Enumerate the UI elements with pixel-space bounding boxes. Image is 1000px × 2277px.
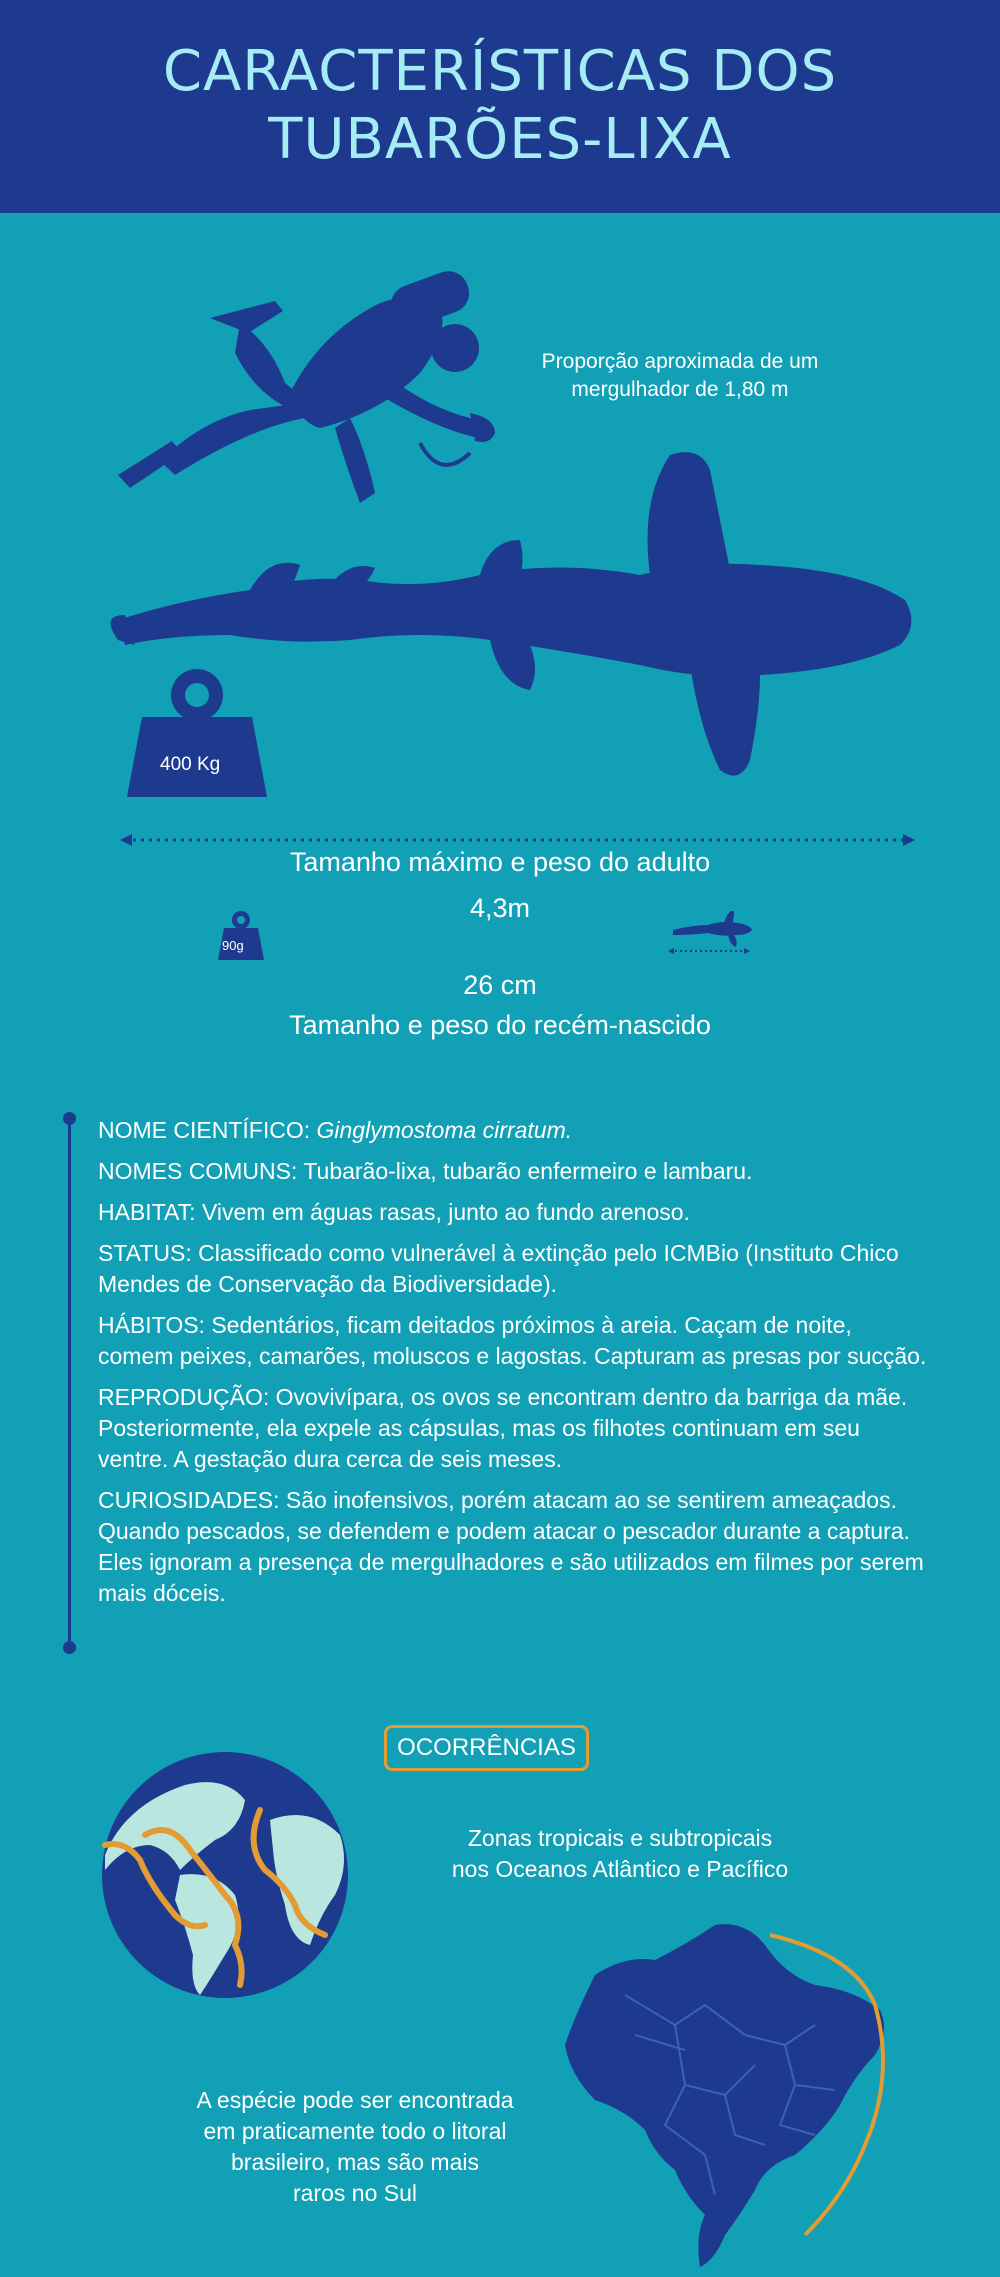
adult-size-caption: Tamanho máximo e peso do adulto (289, 847, 711, 877)
brazil-caption (150, 2085, 560, 2209)
fact-label: CURIOSIDADES: (98, 1487, 280, 1513)
diver-caption-line-1: Proporção aproximada de um (541, 350, 819, 373)
adult-length-value: 4,3m (469, 893, 531, 923)
fact-reproduction (98, 1382, 928, 1475)
fact-habits (98, 1310, 928, 1372)
fact-text: Classificado como vulnerável à extinção pelo ICMBio (Instituto Chico Mendes de Conservação da Biodiversidade). (98, 1240, 899, 1297)
facts-timeline-dot-bottom (63, 1641, 76, 1654)
fact-label: HABITAT: (98, 1199, 196, 1225)
fact-text: Vivem em águas rasas, junto ao fundo arenoso. (201, 1199, 690, 1225)
newborn-weight-icon (216, 910, 266, 962)
adult-weight-label: 400 Kg (160, 754, 221, 775)
diver-caption-line-2: mergulhador de 1,80 m (571, 378, 789, 401)
fact-status (98, 1238, 928, 1300)
brazil-caption-line-4: raros no Sul (292, 2180, 417, 2206)
occurrences-heading: OCORRÊNCIAS (384, 1725, 589, 1771)
brazil-map-icon (555, 1915, 915, 2275)
globe-caption-line-1: Zonas tropicais e subtropicais (467, 1825, 773, 1851)
newborn-weight-label: 90g (222, 938, 244, 953)
fact-scientific-name (98, 1115, 928, 1146)
fact-text: Ginglymostoma cirratum. (316, 1117, 573, 1143)
brazil-caption-line-3: brasileiro, mas são mais (231, 2149, 479, 2175)
brazil-caption-line-1: A espécie pode ser encontrada (196, 2087, 514, 2113)
facts-timeline-line (68, 1118, 71, 1648)
header-banner (0, 0, 1000, 213)
fact-text: Sedentários, ficam deitados próximos à areia. Caçam de noite, comem peixes, camarões, moluscos e lagostas. Capturam as presas por sucção. (98, 1312, 927, 1369)
globe-caption-line-2: nos Oceanos Atlântico e Pacífico (451, 1856, 789, 1882)
fact-label: NOME CIENTÍFICO: (98, 1117, 311, 1143)
fact-curiosities (98, 1485, 928, 1609)
title-line-2: TUBARÕES-LIXA (268, 107, 732, 172)
fact-label: NOMES COMUNS: (98, 1158, 298, 1184)
facts-timeline-dot-top (63, 1112, 76, 1125)
facts-list (98, 1115, 928, 1619)
brazil-caption-line-2: em praticamente todo o litoral (203, 2118, 507, 2144)
newborn-shark-icon (668, 905, 758, 955)
fact-label: HÁBITOS: (98, 1312, 205, 1338)
diver-caption (500, 348, 860, 404)
fact-text: São inofensivos, porém atacam ao se sentirem ameaçados. Quando pescados, se defendem e podem atacar o pescador durante a captura. Eles ignoram a presença de mergulhadores e são utilizados em filmes por serem mais dóceis. (98, 1487, 924, 1606)
newborn-size-caption: Tamanho e peso do recém-nascido (289, 1010, 711, 1040)
newborn-length-value: 26 cm (463, 970, 537, 1000)
adult-weight-icon (122, 665, 272, 805)
title-line-1: CARACTERÍSTICAS DOS (162, 39, 838, 104)
fact-text: Ovovivípara, os ovos se encontram dentro da barriga da mãe. Posteriormente, ela expele as cápsulas, mas os filhotes continuam em seu ventre. A gestação dura cerca de seis meses. (98, 1384, 908, 1472)
page-title (0, 38, 1000, 174)
fact-label: REPRODUÇÃO: (98, 1384, 270, 1410)
fact-label: STATUS: (98, 1240, 192, 1266)
globe-caption (400, 1823, 840, 1885)
fact-text: Tubarão-lixa, tubarão enfermeiro e lambaru. (303, 1158, 753, 1184)
fact-common-names (98, 1156, 928, 1187)
fact-habitat (98, 1197, 928, 1228)
globe-map-icon (95, 1745, 355, 2005)
